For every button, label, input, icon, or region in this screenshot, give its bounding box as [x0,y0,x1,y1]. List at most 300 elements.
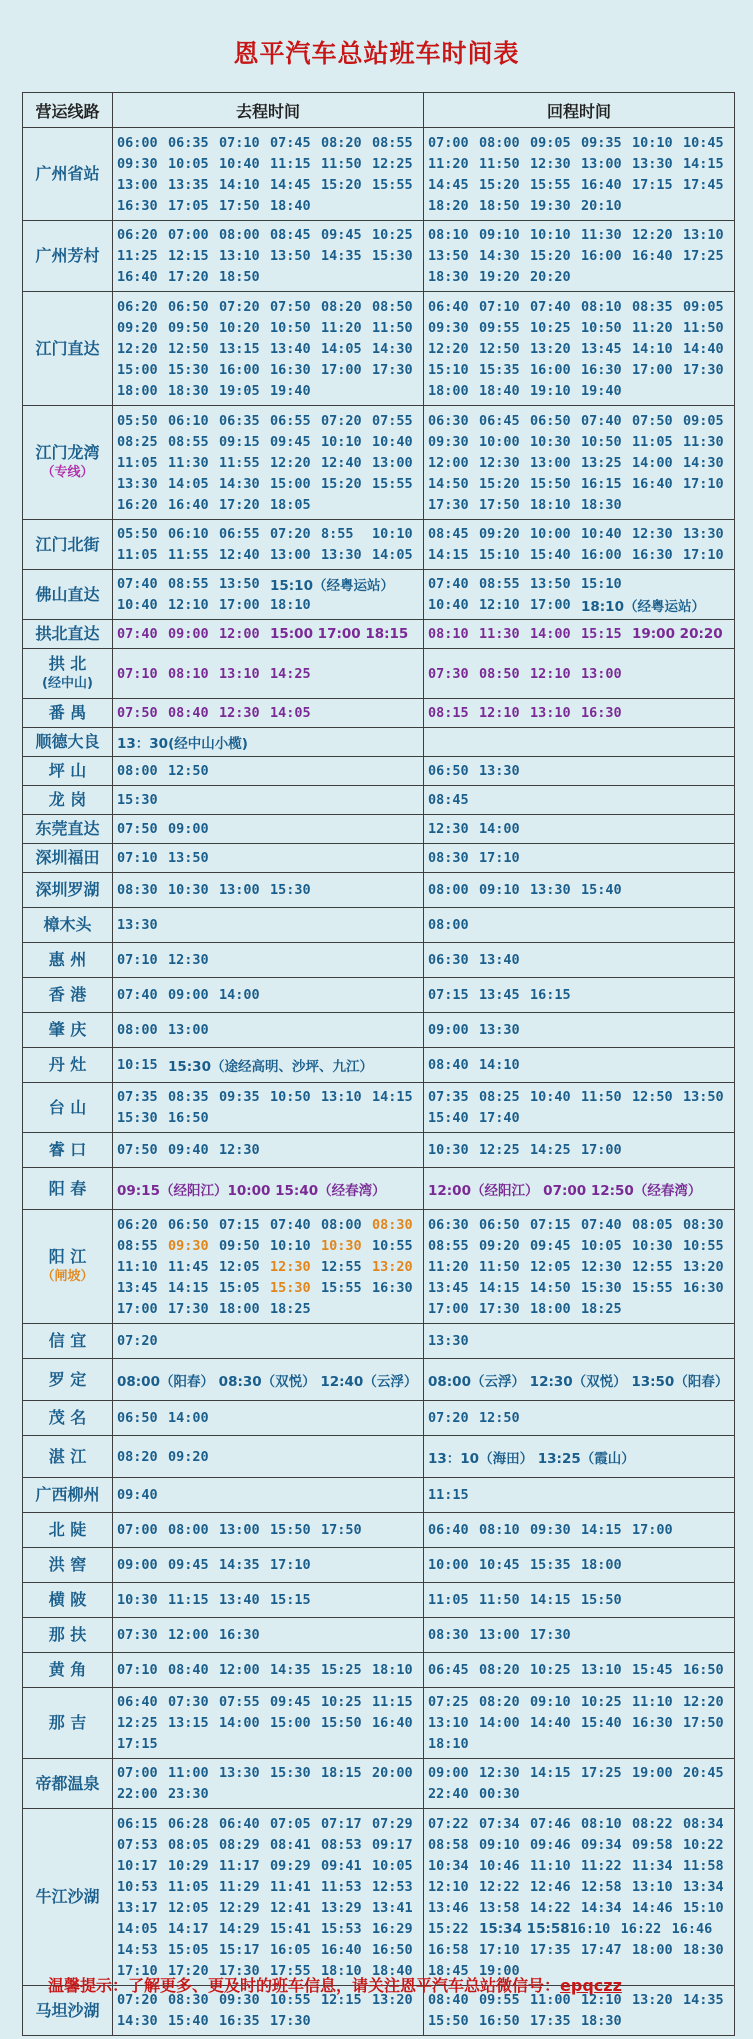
departure-time: 11:05 [117,454,158,471]
table-row [23,1548,735,1583]
outbound-times [113,520,424,570]
departure-time: 07:45 [270,134,311,151]
table-row [23,757,735,786]
outbound-times [113,844,424,873]
departure-time: 17:30 [479,1300,520,1317]
departure-time: 15:53 [321,1920,362,1937]
route-label: 台 山 [48,1097,87,1117]
route-label: 龙 岗 [48,790,87,809]
departure-time: 07:20 [428,1410,469,1426]
departure-time: 09:45 [321,227,362,243]
departure-time: 14:25 [270,665,311,682]
departure-time: 18:00 [632,1941,673,1958]
departure-time: 15:00 17:00 18:15 [270,626,409,642]
table-row [23,873,735,908]
departure-time: 07:25 [428,1694,469,1710]
departure-time: 14:45 [428,176,469,193]
departure-time: 13:10 [321,1089,362,1105]
time-line [117,1408,423,1429]
departure-time: 11:00 [530,1992,571,2008]
departure-time: 12:15 [321,1992,362,2008]
time-line [117,1055,423,1076]
departure-time: 16:00 [219,361,260,378]
route-note: (经中山) [42,675,93,691]
departure-time: 08:40 [428,1992,469,2008]
departure-time: 12:10 [581,1992,622,2008]
time-line [428,1590,734,1611]
departure-time: 08:22 [632,1815,673,1832]
table-row [23,1653,735,1688]
route-name [23,1809,113,1986]
route-label: 睿 口 [48,1140,87,1159]
departure-time: 09:29 [270,1857,311,1874]
departure-time: 12:53 [372,1878,413,1895]
departure-time: 07:10 [117,665,158,682]
departure-time: 13:10 [683,227,724,243]
time-line [428,545,734,566]
departure-time: 13:10 [581,1662,622,1678]
time-line [117,1834,423,1855]
departure-time: 17:15 [117,1736,158,1752]
time-line [428,380,734,401]
return-times [424,620,735,649]
departure-time: 19:05 [219,382,260,399]
route-label: 阳 春 [48,1178,87,1198]
departure-time: 13:41 [372,1899,413,1916]
departure-time: 14:15 [581,1522,622,1538]
departure-time: 08:45 [270,227,311,243]
table-row [23,1048,735,1083]
departure-time: 07:50 [270,298,311,315]
departure-time: 10:30 [428,1142,469,1158]
departure-time: 09:58 [632,1836,673,1853]
route-name [23,844,113,873]
departure-time: 14:15 [530,1765,571,1781]
departure-time: 08:40 [168,705,209,721]
departure-time: 14:00 [219,1715,260,1731]
time-line [428,1834,734,1855]
time-line [117,1446,423,1467]
wechat-id[interactable]: epqczz [560,1976,622,1995]
departure-time: 07:30 [117,1627,158,1643]
time-line [117,1692,423,1713]
time-line [117,732,423,753]
departure-time: 14:10 [219,176,260,193]
departure-time: 10:55 [372,1237,413,1254]
departure-time: 17:20 [219,496,260,513]
departure-time: 16:05 [270,1941,311,1958]
departure-time: 15:00 [117,361,158,378]
departure-time: 10:25 [321,1694,362,1710]
departure-time: 07:30 [428,665,469,682]
departure-time: 13:50 [530,576,571,592]
departure-time: 15:55 [372,475,413,492]
departure-time: 18:30 [581,2013,622,2029]
table-row [23,908,735,943]
time-line [428,1918,734,1939]
departure-time: 09:55 [479,319,520,336]
departure-time: 11:45 [168,1258,209,1275]
outbound-times [113,1583,424,1618]
return-times [424,815,735,844]
time-line [428,663,734,684]
departure-time: 08:55 [117,1237,158,1254]
time-line [428,431,734,452]
return-times [424,292,735,406]
departure-time: 16:22 [620,1920,662,1937]
departure-time: 11:50 [479,1258,520,1275]
route-label: 帝都温泉 [35,1773,100,1793]
departure-time: 15:34 15:58 [479,1920,570,1937]
departure-time: 12:00（经阳江） 07:00 12:50（经春湾） [428,1182,702,1199]
departure-time: 09:00 [168,821,209,837]
outbound-times [113,1809,424,1986]
return-times [424,873,735,908]
departure-time: 17:50 [479,496,520,513]
departure-time: 13:00 [479,1627,520,1643]
time-line [117,317,423,338]
departure-time: 08:58 [428,1836,469,1853]
outbound-times [113,728,424,757]
departure-time: 14:53 [117,1941,158,1958]
route-label: 丹 灶 [48,1055,87,1074]
departure-time: 15:50 [581,1592,622,1608]
departure-time: 15:22 [428,1920,469,1937]
departure-time: 15:17 [219,1941,260,1958]
departure-time: 16:15 [530,987,571,1003]
departure-time: 11:30 [581,227,622,243]
route-label: 信 宜 [48,1331,87,1350]
departure-time: 17:10 [479,850,520,866]
time-line [117,1140,423,1161]
departure-time: 07:00 [117,1522,158,1538]
table-row [23,1013,735,1048]
departure-time: 10:55 [270,1992,311,2008]
departure-time: 14:17 [168,1920,209,1937]
return-times [424,786,735,815]
departure-time: 06:50 [530,412,571,429]
departure-time: 07:50 [117,705,158,721]
departure-time: 09:45 [530,1237,571,1254]
departure-time: 18:15 [321,1765,362,1781]
departure-time: 08:00（云浮） 12:30（双悦） 13:50（阳春） [428,1373,729,1390]
departure-time: 17:20 [168,1962,209,1979]
return-times [424,1688,735,1759]
time-line [428,1625,734,1646]
departure-time: 13:50 [219,576,260,592]
departure-time: 09:00 [117,1557,158,1573]
departure-time: 16:30 [632,1715,673,1731]
outbound-times [113,1618,424,1653]
departure-time: 19:20 [479,269,520,285]
departure-time: 11:55 [168,547,209,563]
departure-time: 17:30 [270,2013,311,2029]
outbound-times [113,1478,424,1513]
time-line [117,1855,423,1876]
departure-time: 09:30 [428,433,469,450]
departure-time: 13:00 [581,155,622,172]
departure-time: 06:45 [428,1662,469,1678]
departure-time: 13:20 [372,1258,413,1275]
departure-time: 17:10 [683,475,724,492]
departure-time: 15:00 [270,1715,311,1731]
route-label: 顺德大良 [35,732,100,751]
departure-time: 08:10 [428,626,469,642]
departure-time: 14:15 [683,155,724,172]
departure-time: 12:40 [321,454,362,471]
departure-time: 15:10 [683,1899,724,1916]
route-name [23,620,113,649]
departure-time: 08:30 [372,1216,413,1233]
departure-time: 06:40 [428,298,469,315]
departure-time: 19:30 [530,197,571,214]
departure-time: 15:35 [479,361,520,378]
time-line [428,1734,734,1755]
departure-time: 07:40 [270,1216,311,1233]
departure-time: 10:05 [372,1857,413,1874]
departure-time: 10:10 [270,1237,311,1254]
table-row [23,221,735,292]
time-line [117,1331,423,1352]
time-line [428,1235,734,1256]
table-row [23,1324,735,1359]
departure-time: 12:10 [168,597,209,613]
departure-time: 12:30 [479,1765,520,1781]
time-line [117,1713,423,1734]
departure-time: 10:46 [479,1857,520,1874]
time-line [428,246,734,267]
departure-time: 14:15 [428,547,469,563]
departure-time: 12:30 [219,705,260,721]
departure-time: 18:10 [321,1962,362,1979]
departure-time: 17:00 [117,1300,158,1317]
table-row [23,1210,735,1324]
departure-time: 06:55 [219,526,260,542]
return-times [424,1809,735,1986]
departure-time: 08:15 [428,705,469,721]
departure-time: 13:30 [219,1765,260,1781]
departure-time: 13:17 [117,1899,158,1916]
departure-time: 18:10 [530,496,571,513]
time-line [117,880,423,901]
departure-time: 23:30 [168,1786,209,1802]
departure-time: 14:00 [530,626,571,642]
departure-time: 14:00 [219,987,260,1003]
time-line [428,132,734,153]
outbound-times [113,1436,424,1478]
time-line [117,267,423,288]
route-label: 牛江沙湖 [35,1887,100,1906]
time-line [428,195,734,216]
departure-time: 16:00 [581,248,622,264]
departure-time: 08:00 [479,134,520,151]
departure-time: 18:00 [117,382,158,399]
header-route: 营运线路 [23,93,113,128]
departure-time: 12:20 [683,1694,724,1710]
time-line [428,452,734,473]
departure-time: 15:00 [270,475,311,492]
departure-time: 16:50 [479,2013,520,2029]
departure-time: 10:40 [530,1089,571,1105]
departure-time: 12:05 [168,1899,209,1916]
departure-time: 09:30 [530,1522,571,1538]
table-row [23,620,735,649]
route-name [23,1759,113,1809]
departure-time: 12:00 [219,626,260,642]
departure-time: 18:30 [168,382,209,399]
departure-time: 15:05 [168,1941,209,1958]
departure-time: 17:00 [530,597,571,613]
departure-time: 10:50 [270,319,311,336]
outbound-times [113,620,424,649]
departure-time: 07:40 [117,987,158,1003]
departure-time: 17:55 [270,1962,311,1979]
departure-time: 22:00 [117,1786,158,1802]
departure-time: 09:40 [117,1487,158,1503]
departure-time: 12:10 [530,665,571,682]
route-label: 肇 庆 [48,1020,87,1039]
departure-time: 15:30（途经高明、沙坪、九江） [168,1059,373,1075]
departure-time: 06:35 [168,134,209,151]
route-name [23,1548,113,1583]
time-line [117,624,423,645]
departure-time: 16:00 [581,547,622,563]
departure-time: 13:15 [168,1715,209,1731]
departure-time: 08:20 [321,134,362,151]
departure-time: 11:58 [683,1857,724,1874]
departure-time: 07:05 [270,1815,311,1832]
return-times [424,649,735,699]
time-line [117,452,423,473]
time-line [117,153,423,174]
outbound-times [113,1048,424,1083]
time-line [117,473,423,494]
time-line [428,225,734,246]
departure-time: 08:00 [219,227,260,243]
return-times [424,699,735,728]
departure-time: 12:10 [428,1878,469,1895]
time-line [117,174,423,195]
departure-time: 07:55 [219,1694,260,1710]
departure-time: 07:15 [428,987,469,1003]
departure-time: 09:45 [168,1557,209,1573]
departure-time: 08:30 [683,1216,724,1233]
departure-time: 08:29 [219,1836,260,1853]
time-line [117,595,423,616]
time-line [428,1369,734,1390]
outbound-times [113,1548,424,1583]
departure-time: 13:00 [168,1022,209,1038]
departure-time: 11:20 [632,319,673,336]
departure-time: 16:29 [372,1920,413,1937]
departure-time: 07:40 [581,1216,622,1233]
departure-time: 11:50 [683,319,724,336]
departure-time: 17:00 [632,361,673,378]
departure-time: 07:40 [581,412,622,429]
departure-time: 14:00 [632,454,673,471]
departure-time: 13:30 [632,155,673,172]
time-line [428,1485,734,1506]
departure-time: 13:30 [530,882,571,898]
departure-time: 13:58 [479,1899,520,1916]
departure-time: 14:50 [428,475,469,492]
departure-time: 18:40 [479,382,520,399]
header-outbound: 去程时间 [113,93,424,128]
departure-time: 18:50 [219,269,260,285]
outbound-times [113,570,424,620]
departure-time: 13:10 [428,1715,469,1731]
departure-time: 16:40 [632,248,673,264]
departure-time: 17:20 [168,269,209,285]
header-return: 回程时间 [424,93,735,128]
outbound-times [113,943,424,978]
time-line [428,494,734,515]
time-line [428,624,734,645]
departure-time: 09:30 [219,1992,260,2008]
time-line [428,915,734,936]
time-line [117,819,423,840]
departure-time: 08:25 [479,1089,520,1105]
table-row [23,1618,735,1653]
departure-time: 09:10 [479,1836,520,1853]
outbound-times [113,1688,424,1759]
departure-time: 07:29 [372,1815,413,1832]
outbound-times [113,1133,424,1168]
departure-time: 11:10 [530,1857,571,1874]
departure-time: 14:15 [372,1089,413,1105]
time-line [428,732,734,753]
departure-time: 11:15 [168,1592,209,1608]
departure-time: 07:20 [270,526,311,542]
departure-time: 09:10 [479,882,520,898]
departure-time: 15:20 [321,176,362,193]
table-row [23,1436,735,1478]
departure-time: 14:22 [530,1899,571,1916]
route-name [23,1359,113,1401]
time-line [117,431,423,452]
departure-time: 06:40 [219,1815,260,1832]
route-name [23,1688,113,1759]
departure-time: 11:41 [270,1878,311,1895]
time-line [428,1214,734,1235]
departure-time: 07:35 [117,1089,158,1105]
departure-time: 12:30 [581,1258,622,1275]
departure-time: 17:30 [530,1627,571,1643]
departure-time: 15:15 [581,626,622,642]
route-label: 拱北直达 [35,624,100,643]
route-name [23,908,113,943]
departure-time: 13：10（海田） 13:25（霞山） [428,1450,635,1467]
table-row [23,786,735,815]
departure-time: 08:55 [168,433,209,450]
departure-time: 11:15 [270,155,311,172]
departure-time: 08:55 [168,576,209,592]
departure-time: 11:05 [428,1592,469,1608]
departure-time: 08:20 [321,298,362,315]
departure-time: 17:15 [632,176,673,193]
departure-time: 10:17 [117,1857,158,1874]
departure-time: 00:30 [479,1786,520,1802]
time-line [428,338,734,359]
departure-time: 13:10 [219,665,260,682]
departure-time: 13:40 [219,1592,260,1608]
departure-time: 12:10 [479,705,520,721]
route-label: 北 陡 [48,1520,87,1539]
departure-time: 18:30 [428,269,469,285]
departure-time: 18:40 [270,197,311,214]
departure-time: 07:10 [479,298,520,315]
departure-time: 17:30 [683,361,724,378]
